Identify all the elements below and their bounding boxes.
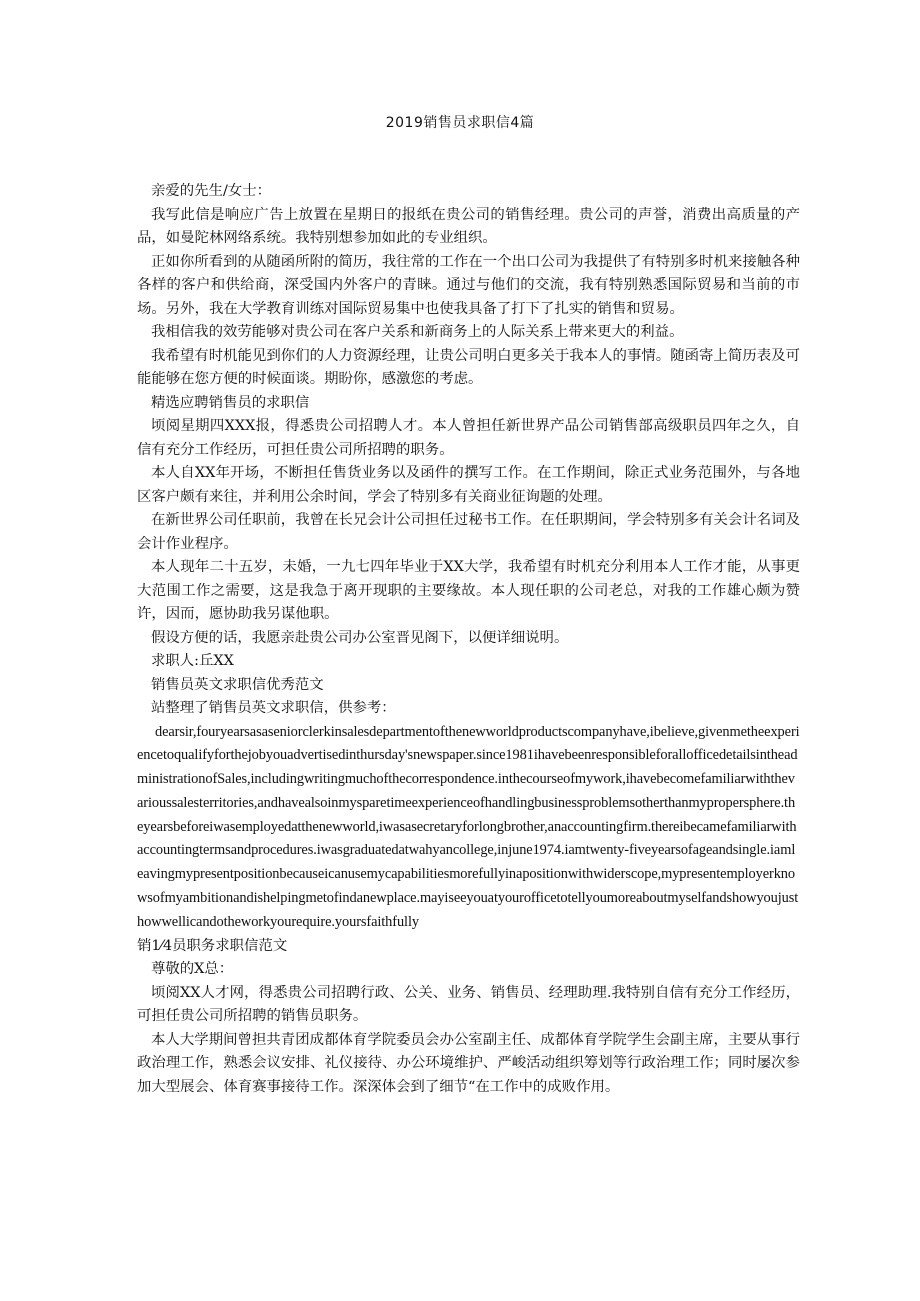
paragraph: 本人现年二十五岁，未婚，一九七四年毕业于XX大学，我希望有时机充分利用本人工作才能，从事更大范围工作之需要，这是我急于离开现职的主要缘故。本人现任职的公司老总，对我的工作雄心颇为赞许，因而，愿协助我另谋他职。 [137, 559, 800, 622]
document-title: 2019销售员求职信4篇 [385, 115, 535, 131]
paragraph: 本人自XX年开场，不断担任售货业务以及函件的撰写工作。在工作期间，除正式业务范围外，与各地区客户颇有来往，并利用公余时间，学会了特别多有关商业征询题的处理。 [137, 465, 800, 505]
paragraph: 我希望有时机能见到你们的人力资源经理，让贵公司明白更多关于我本人的事情。随函寄上简历表及可能能够在您方便的时候面谈。期盼你，感激您的考虑。 [137, 347, 800, 387]
section-heading: 精选应聘销售员的求职信 [151, 394, 310, 411]
salutation: 亲爱的先生/女士： [151, 183, 271, 199]
section-heading: 销售员英文求职信优秀范文 [151, 676, 324, 693]
paragraph: 我相信我的效劳能够对贵公司在客户关系和新商务上的人际关系上带来更大的利益。 [151, 324, 684, 340]
section-heading: 销1⁄4员职务求职信范文 [137, 937, 288, 954]
english-letter: dearsir,fouryearsasaseniorclerkinsalesdepartmentofthenewworldproductscompanyhave,ibelieve,givenmetheexperiencetoqualifyforthejobyouadvertisedinthursday'snewspaper.since1981ihavebeenresponsibleforallofficedetailsintheadministrationofSales,includingwritingmuchofthecorrespondence.inthecourseofmywork,ihavebecomefamiliarwiththevarioussalesterritories,andhavealsoinmysparetimeexperienceofhandlingbusinessproblemsotherthanmypropersphere.theyearsbeforeiwasemployedatthenewworld,iwasasecretaryforlongbrother,anaccountingfirm.thereibecamefamiliarwithaccountingtermsandprocedures.iwasgraduatedatwahyancollege,injune1974.iamtwenty-fiveyearsofageandsingle.iamleavingmypresentpositionbecauseicanusemycapabilitiesmorefullyinapositionwithwiderscope,mypresentemployerknowsofmyambitionandishelpingmetofindanewplace.mayiseeyouatyourofficetotellyoumoreaboutmyselfandshowyoujusthowwellicandotheworkyourequire.yoursfaithfully [137, 723, 800, 930]
paragraph: 正如你所看到的从随函所附的简历，我往常的工作在一个出口公司为我提供了有特别多时机来接触各种各样的客户和供给商，深受国内外客户的青睐。通过与他们的交流，我有特别熟悉国际贸易和当前的市场。另外，我在大学教育训练对国际贸易集中也使我具备了打下了扎实的销售和贸易。 [137, 253, 800, 317]
salutation: 尊敬的X总： [151, 961, 234, 978]
paragraph: 站整理了销售员英文求职信，供参考： [151, 700, 396, 716]
paragraph: 在新世界公司任职前，我曾在长兄会计公司担任过秘书工作。在任职期间，学会特别多有关会计名词及会计作业程序。 [137, 512, 800, 552]
signature-line: 求职人:丘XX [151, 653, 234, 669]
paragraph: 本人大学期间曾担共青团成都体育学院委员会办公室副主任、成都体育学院学生会副主席，主要从事行政治理工作，熟悉会议安排、礼仪接待、办公环境维护、严峻活动组织筹划等行政治理工作；同时屡次参加大型展会、体育赛事接待工作。深深体会到了细节“在工作中的成败作用。 [137, 1031, 800, 1095]
document-body [137, 180, 800, 1099]
paragraph: 假设方便的话，我愿亲赴贵公司办公室晋见阁下，以便详细说明。 [151, 629, 569, 646]
paragraph: 顷阅星期四XXX报，得悉贵公司招聘人才。本人曾担任新世界产品公司销售部高级职员四年之久，自信有充分工作经历，可担任贵公司所招聘的职务。 [137, 418, 800, 458]
paragraph: 我写此信是响应广告上放置在星期日的报纸在贵公司的销售经理。贵公司的声誉，消费出高质量的产品，如曼陀林网络系统。我特别想参加如此的专业组织。 [137, 206, 800, 246]
paragraph: 顷阅XX人才网，得悉贵公司招聘行政、公关、业务、销售员、经理助理.我特别自信有充分工作经历，可担任贵公司所招聘的销售员职务。 [137, 984, 800, 1025]
